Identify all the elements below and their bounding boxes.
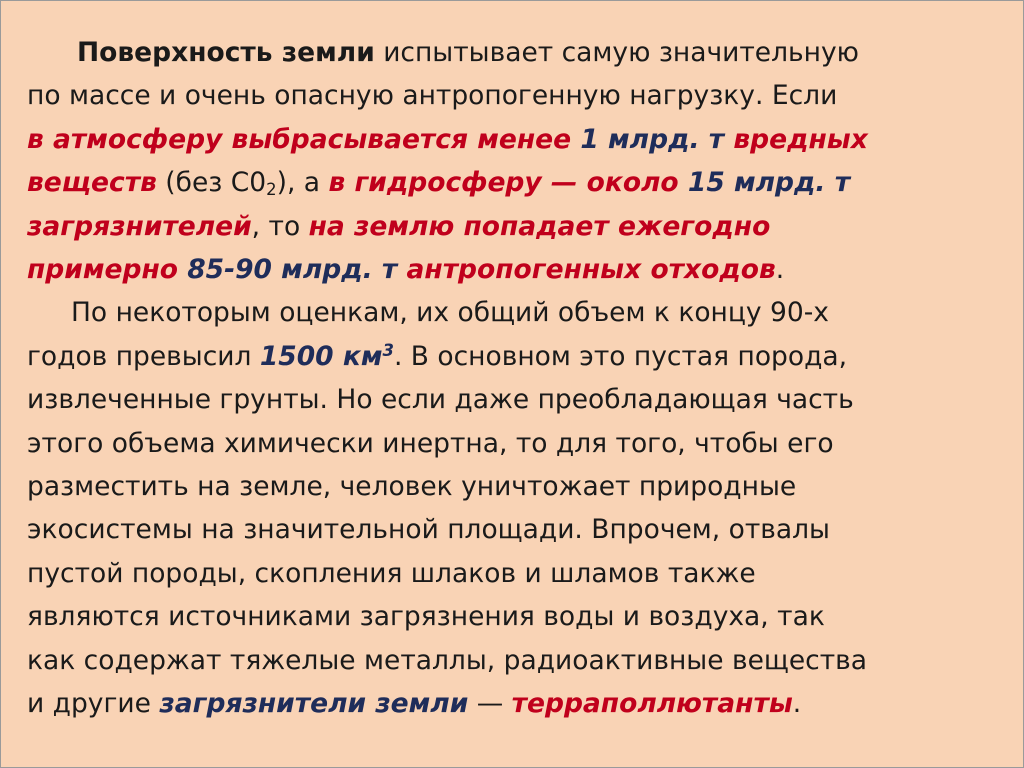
text-line [27, 595, 1017, 638]
text-line [27, 248, 1017, 291]
text-span: и другие [27, 688, 160, 720]
text-span: ), а [276, 167, 329, 199]
text-span: экосистемы на значительной площади. Впрочем, отвалы [27, 514, 830, 546]
superscript: 3 [382, 340, 394, 360]
highlight-navy: загрязнители земли [159, 688, 469, 720]
highlight-red: примерно [27, 254, 188, 286]
paragraph-surface-load [27, 31, 1017, 291]
subscript: 2 [266, 180, 277, 200]
text-line [27, 31, 1017, 74]
highlight-red: в атмосферу выбрасывается менее [27, 123, 581, 155]
text-span: . [792, 688, 802, 720]
text-line [27, 378, 1017, 421]
text-line [27, 465, 1017, 508]
text-span: являются источниками загрязнения воды и воздуха, так [27, 601, 825, 633]
text-span: . [775, 254, 785, 286]
highlight-navy: 85-90 млрд. т [187, 254, 398, 286]
text-span: . В основном это пустая порода, [393, 340, 848, 372]
slide-body-text [27, 31, 1017, 726]
highlight-red: вредных [724, 123, 868, 155]
text-line [27, 552, 1017, 595]
text-line [27, 422, 1017, 465]
highlight-red: в гидросферу — около [328, 167, 688, 199]
highlight-red: антропогенных отходов [397, 254, 776, 286]
text-line [27, 639, 1017, 682]
highlight-red: терраполлютанты [511, 688, 793, 720]
highlight-red: на землю попадает ежегодно [308, 210, 771, 242]
text-span: испытывает самую значительную [374, 37, 859, 68]
text-span: этого объема химически инертна, то для того, чтобы его [27, 427, 834, 459]
text-line [27, 118, 1017, 161]
text-line [27, 508, 1017, 551]
text-line [27, 74, 1017, 117]
text-line [27, 682, 1017, 725]
text-span: годов превысил [27, 340, 260, 372]
highlight-navy: 15 млрд. т [687, 167, 851, 199]
highlight-red: загрязнителей [27, 210, 252, 242]
text-span: разместить на земле, человек уничтожает природные [27, 471, 797, 503]
text-span: По некоторым оценкам, их общий объем к концу 90-х [71, 297, 829, 329]
text-line [27, 161, 1017, 204]
text-span: извлеченные грунты. Но если даже преобладающая часть [27, 384, 854, 416]
highlight-navy: 1500 км [259, 340, 383, 372]
text-line [27, 335, 1017, 378]
text-span: (без С0 [156, 167, 267, 199]
text-span: по массе и очень опасную антропогенную нагрузку. Если [27, 80, 838, 112]
highlight-red: веществ [27, 167, 157, 199]
text-line [27, 205, 1017, 248]
paragraph-volume-estimate [27, 291, 1017, 725]
text-span: пустой породы, скопления шлаков и шламов также [27, 557, 756, 589]
text-span: как содержат тяжелые металлы, радиоактивные вещества [27, 644, 868, 676]
highlight-navy: 1 млрд. т [580, 123, 725, 155]
bold-term: Поверхность земли [77, 37, 375, 68]
text-line [27, 291, 1017, 334]
text-span: , то [251, 210, 309, 242]
text-span: — [468, 688, 512, 720]
